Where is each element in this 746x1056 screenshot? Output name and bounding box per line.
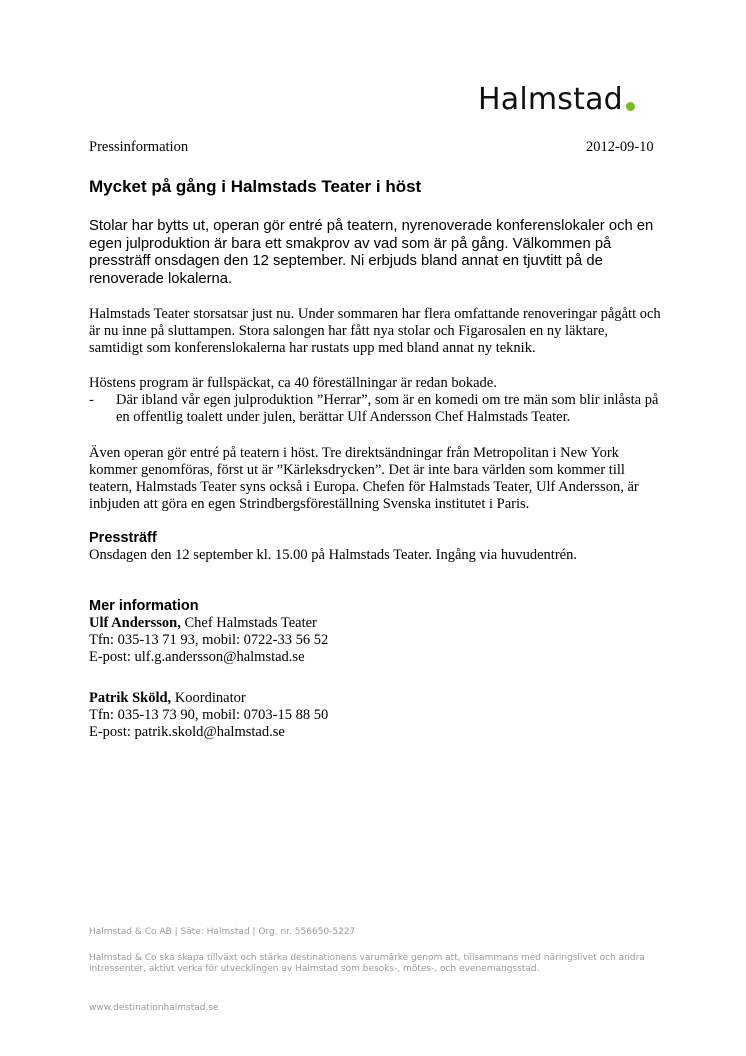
contact-email: E-post: ulf.g.andersson@halmstad.se — [89, 649, 305, 665]
contact-phone: Tfn: 035-13 73 90, mobil: 0703-15 88 50 — [89, 707, 329, 723]
contact-name-line — [89, 615, 489, 632]
list-item — [89, 392, 669, 426]
logo-dot-icon — [626, 102, 635, 111]
contact-name-line — [89, 690, 489, 707]
body-paragraph-3: Även operan gör entré på teatern i höst. Tre direktsändningar från Metropolitan i New York kommer genomföras, först ut är ”Kärleksdrycken”. Det är inte bara världen som kommer till teatern, Halmstads Teater syns också i Europa. Chefen för Halmstads Teater, Ulf Andersson, är inbjuden att göra en egen Strindbergsföreställning Svenska institutet i Paris. — [89, 445, 639, 512]
footer-mission: Halmstad & Co ska skapa tillväxt och stärka destinationens varumärke genom att, tillsammans med näringslivet och andra intressenter, aktivt verka för utvecklingen av Halmstad som besoks-, mötes-, och evenemangsstad. — [89, 953, 645, 974]
press-heading: Pressträff — [89, 530, 157, 546]
lead-paragraph: Stolar har bytts ut, operan gör entré på teatern, nyrenoverade konferenslokaler och en egen julproduktion är bara ett smakprov av vad som är på gång. Välkommen på pressträff onsdagen den 12 september. Ni erbjuds bland annat en tjuvtitt på de renoverade lokalerna. — [89, 218, 654, 287]
document-date: 2012-09-10 — [586, 139, 654, 155]
press-details: Onsdagen den 12 september kl. 15.00 på Halmstads Teater. Ingång via huvudentrén. — [89, 547, 577, 563]
body-paragraph-1: Halmstads Teater storsatsar just nu. Under sommaren har flera omfattande renoveringar pågått och är nu inne på sluttampen. Stora salongen har fått nya stolar och Figarosalen en ny läktare, samtidigt som konferenslokalerna har rustats upp med bland annat ny teknik. — [89, 306, 661, 356]
list-item-text: Där ibland vår egen julproduktion ”Herrar”, som är en komedi om tre män som blir inlåsta på en offentlig toalett under julen, berättar Ulf Andersson Chef Halmstads Teater. — [116, 392, 659, 425]
page-title: Mycket på gång i Halmstads Teater i höst — [89, 177, 422, 196]
more-info-heading: Mer information — [89, 598, 199, 614]
body-paragraph-2: Höstens program är fullspäckat, ca 40 föreställningar är redan bokade. — [89, 375, 497, 391]
contact-phone: Tfn: 035-13 71 93, mobil: 0722-33 56 52 — [89, 632, 329, 648]
contact-role: Koordinator — [174, 690, 246, 706]
footer-website: www.destinationhalmstad.se — [89, 1003, 219, 1013]
document-type-label: Pressinformation — [89, 139, 189, 155]
halmstad-logo — [478, 82, 635, 117]
contact-role: Chef Halmstads Teater — [184, 615, 317, 631]
contact-email: E-post: patrik.skold@halmstad.se — [89, 724, 285, 740]
contact-block — [89, 615, 489, 666]
contact-name: Patrik Sköld, — [89, 690, 172, 706]
footer-company-info: Halmstad & Co AB | Säte: Halmstad | Org. nr. 556650-5227 — [89, 927, 356, 937]
contact-block — [89, 690, 489, 741]
contact-name: Ulf Andersson, — [89, 615, 181, 631]
logo-text: Halmstad — [478, 82, 623, 117]
bullet-dash: - — [89, 392, 94, 408]
